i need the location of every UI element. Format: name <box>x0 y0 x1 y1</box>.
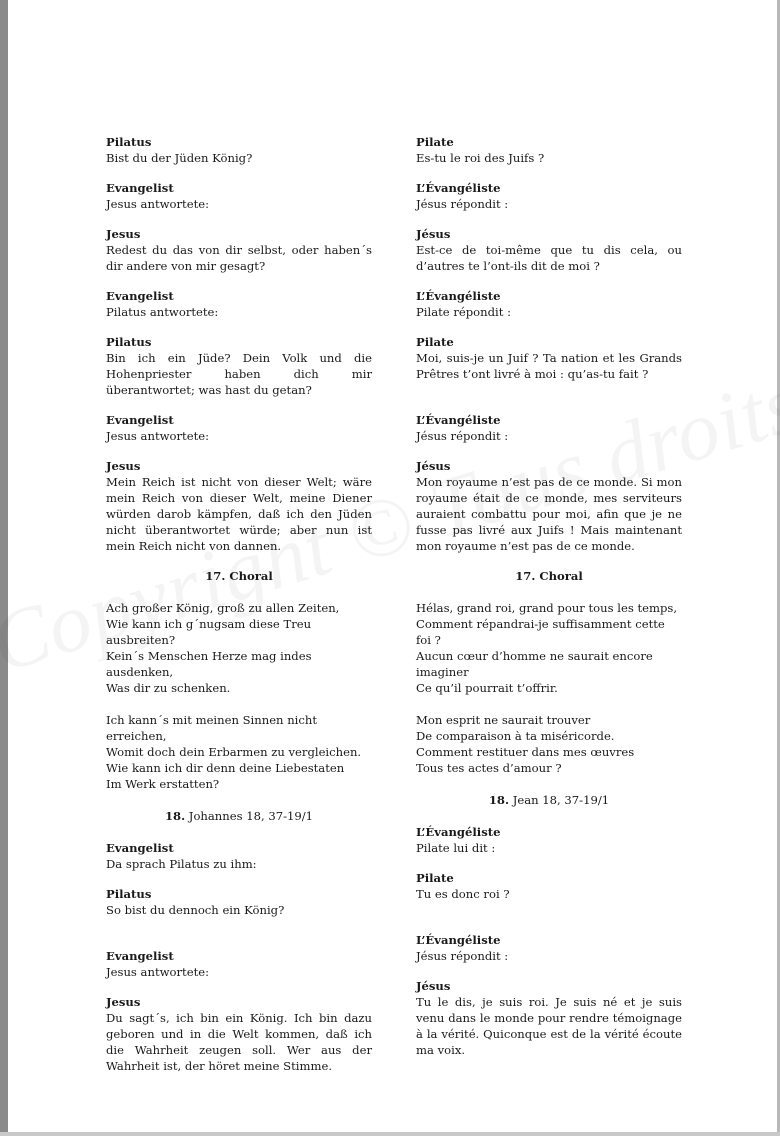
dialogue-text: Mon royaume n’est pas de ce monde. Si mon royaume était de ce monde, mes serviteurs auraient combattu pour moi, afin que je ne fusse pas livré aux Juifs ! Mais maintenant mon royaume n’est pas de ce monde. <box>416 475 682 553</box>
dialogue-text: Pilate lui dit : <box>416 841 496 855</box>
speaker-name: L’Évangéliste <box>416 289 501 303</box>
speaker-name: Jesus <box>106 459 141 473</box>
dialogue-text: Jésus répondit : <box>416 429 509 443</box>
speaker-name: L’Évangéliste <box>416 825 501 839</box>
speaker-name: Evangelist <box>106 289 174 303</box>
dialogue-block <box>416 978 682 1058</box>
section-number: 18. <box>488 793 510 807</box>
dialogue-text: Pilatus antwortete: <box>106 305 219 319</box>
dialogue-text: Est-ce de toi-même que tu dis cela, ou d’autres te l’ont-ils dit de moi ? <box>416 243 682 273</box>
choral-stanza: Hélas, grand roi, grand pour tous les temps, Comment répandrai-je suffisamment cette foi ? Aucun cœur d’homme ne saurait encore imaginer Ce qu’il pourrait t’offrir. <box>416 601 678 695</box>
dialogue-text: Jesus antwortete: <box>106 197 209 211</box>
speaker-name: Pilate <box>416 335 454 349</box>
german-column <box>106 134 372 1088</box>
dialogue-text: Du sagt´s, ich bin ein König. Ich bin dazu geboren und in die Welt kommen, daß ich die Wahrheit zeugen soll. Wer aus der Wahrheit ist, der höret meine Stimme. <box>106 1011 372 1073</box>
stanza-gap <box>106 696 372 712</box>
section-heading <box>106 808 372 824</box>
dialogue-block <box>106 840 372 872</box>
dialogue-text: Jésus répondit : <box>416 197 509 211</box>
dialogue-block <box>106 334 372 398</box>
choral-stanza: Mon esprit ne saurait trouver De comparaison à ta miséricorde. Comment restituer dans mes œuvres Tous tes actes d’amour ? <box>416 713 635 775</box>
stanza-gap <box>416 776 682 792</box>
dialogue-text: Bist du der Jüden König? <box>106 151 253 165</box>
dialogue-block <box>106 886 372 918</box>
dialogue-block <box>416 288 682 320</box>
dialogue-text: Pilate répondit : <box>416 305 511 319</box>
dialogue-block <box>106 134 372 166</box>
section-number: 18. <box>164 809 186 823</box>
dialogue-block <box>416 824 682 856</box>
dialogue-text: So bist du dennoch ein König? <box>106 903 285 917</box>
dialogue-block <box>106 458 372 554</box>
speaker-name: Evangelist <box>106 413 174 427</box>
dialogue-block <box>416 226 682 274</box>
dialogue-text: Redest du das von dir selbst, oder haben´s dir andere von mir gesagt? <box>106 243 372 273</box>
speaker-name: Pilatus <box>106 887 152 901</box>
speaker-name: Pilate <box>416 871 454 885</box>
dialogue-block <box>416 458 682 554</box>
dialogue-text: Bin ich ein Jüde? Dein Volk und die Hohenpriester haben dich mir überantwortet; was hast du getan? <box>106 351 372 397</box>
dialogue-block <box>106 180 372 212</box>
dialogue-block <box>416 412 682 444</box>
dialogue-block <box>416 334 682 382</box>
speaker-name: Pilatus <box>106 135 152 149</box>
speaker-name: Pilate <box>416 135 454 149</box>
dialogue-block <box>416 932 682 964</box>
dialogue-text: Jésus répondit : <box>416 949 509 963</box>
choral-heading: 17. Choral <box>515 569 583 583</box>
dialogue-block <box>416 870 682 902</box>
dialogue-block <box>106 226 372 274</box>
dialogue-text: Jesus antwortete: <box>106 429 209 443</box>
section-reference: Jean 18, 37-19/1 <box>512 793 610 807</box>
speaker-name: L’Évangéliste <box>416 933 501 947</box>
dialogue-text: Da sprach Pilatus zu ihm: <box>106 857 257 871</box>
choral-stanza: Ich kann´s mit meinen Sinnen nicht erreichen, Womit doch dein Erbarmen zu vergleichen. Wie kann ich dir denn deine Liebestaten Im Werk erstatten? <box>106 713 362 791</box>
speaker-name: Jésus <box>416 459 451 473</box>
dialogue-text: Jesus antwortete: <box>106 965 209 979</box>
dialogue-block <box>416 180 682 212</box>
speaker-name: Jesus <box>106 995 141 1009</box>
dialogue-text: Es-tu le roi des Juifs ? <box>416 151 545 165</box>
dialogue-block <box>106 412 372 444</box>
french-column <box>416 134 682 1072</box>
speaker-name: L’Évangéliste <box>416 181 501 195</box>
scan-edge-left <box>0 0 8 1136</box>
scan-edge-bottom <box>0 1132 780 1136</box>
speaker-name: L’Évangéliste <box>416 413 501 427</box>
speaker-name: Jésus <box>416 979 451 993</box>
dialogue-text: Moi, suis-je un Juif ? Ta nation et les Grands Prêtres t’ont livré à moi : qu’as-tu fait ? <box>416 351 682 381</box>
dialogue-text: Tu le dis, je suis roi. Je suis né et je suis venu dans le monde pour rendre témoignage à la vérité. Quiconque est de la vérité écoute ma voix. <box>416 995 682 1057</box>
speaker-name: Evangelist <box>106 949 174 963</box>
dialogue-block <box>106 948 372 980</box>
dialogue-block <box>106 288 372 320</box>
dialogue-text: Mein Reich ist nicht von dieser Welt; wäre mein Reich von dieser Welt, meine Diener würden darob kämpfen, daß ich den Jüden nicht überantwortet würde; aber nun ist mein Reich nicht von dannen. <box>106 475 372 553</box>
stanza-gap <box>416 696 682 712</box>
stanza-gap <box>106 792 372 808</box>
choral-heading: 17. Choral <box>205 569 273 583</box>
speaker-name: Jésus <box>416 227 451 241</box>
choral-stanza: Ach großer König, groß zu allen Zeiten, Wie kann ich g´nugsam diese Treu ausbreiten? Kein´s Menschen Herze mag indes ausdenken, Was dir zu schenken. <box>106 601 340 695</box>
speaker-name: Jesus <box>106 227 141 241</box>
dialogue-text: Tu es donc roi ? <box>416 887 510 901</box>
speaker-name: Pilatus <box>106 335 152 349</box>
section-reference: Johannes 18, 37-19/1 <box>188 809 314 823</box>
section-heading <box>416 792 682 808</box>
speaker-name: Evangelist <box>106 841 174 855</box>
dialogue-block <box>416 134 682 166</box>
speaker-name: Evangelist <box>106 181 174 195</box>
dialogue-block <box>106 994 372 1074</box>
